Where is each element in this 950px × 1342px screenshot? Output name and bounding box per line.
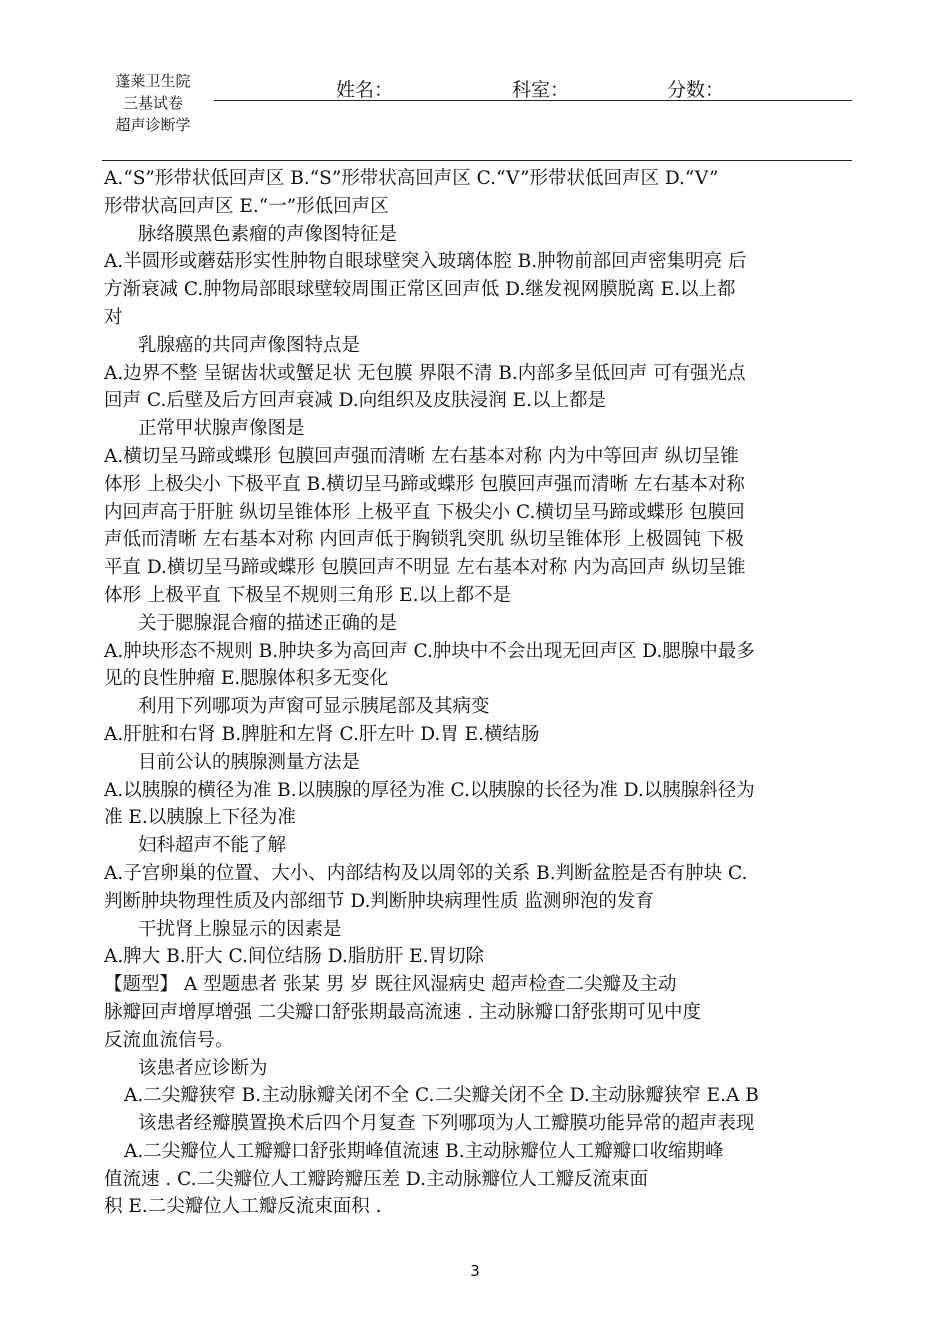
answer-line: A.脾大 B.肝大 C.间位结肠 D.脂肪肝 E.胃切除 — [104, 946, 485, 968]
question-stem: 利用下列哪项为声窗可显示胰尾部及其病变 — [138, 696, 490, 718]
question-stem: 正常甲状腺声像图是 — [138, 418, 305, 440]
answer-line: 内回声高于肝脏 纵切呈锥体形 上极平直 下极尖小 C.横切呈马蹄或蝶形 包膜回 — [104, 501, 745, 523]
question-stem: 目前公认的胰腺测量方法是 — [138, 751, 361, 773]
question-stem: 关于腮腺混合瘤的描述正确的是 — [138, 612, 398, 634]
answer-line: 准 E.以胰腺上下径为准 — [104, 807, 296, 829]
subject-name: 超声诊断学 — [115, 116, 191, 134]
answer-line: 脉瓣回声增厚增强 二尖瓣口舒张期最高流速 . 主动脉瓣口舒张期可见中度 — [104, 1001, 702, 1023]
answer-line: 值流速 . C.二尖瓣位人工瓣跨瓣压差 D.主动脉瓣位人工瓣反流束面 — [104, 1168, 648, 1190]
hospital-header — [96, 70, 210, 136]
answer-line: 对 — [104, 306, 123, 328]
page-number: 3 — [470, 1262, 480, 1280]
answer-line: 回声 C.后壁及后方回声衰减 D.向组织及皮肤浸润 E.以上都是 — [104, 390, 606, 412]
answer-line: 反流血流信号。 — [104, 1029, 234, 1051]
score-label: 分数： — [667, 79, 725, 101]
answer-line: A.二尖瓣狭窄 B.主动脉瓣关闭不全 C.二尖瓣关闭不全 D.主动脉瓣狭窄 E.A B — [124, 1085, 759, 1107]
header-divider — [102, 160, 852, 161]
answer-line: 【题型】 A 型题患者 张某 男 岁 既往风湿病史 超声检查二尖瓣及主动 — [104, 974, 677, 996]
answer-line: A.边界不整 呈锯齿状或蟹足状 无包膜 界限不清 B.内部多呈低回声 可有强光点 — [104, 362, 746, 384]
name-label: 姓名： — [336, 79, 394, 101]
hospital-name: 蓬莱卫生院 — [115, 72, 191, 90]
answer-line: A.半圆形或蘑菇形实性肿物自眼球壁突入玻璃体腔 B.肿物前部回声密集明亮 后 — [104, 251, 747, 273]
question-stem: 脉络膜黑色素瘤的声像图特征是 — [138, 223, 398, 245]
answer-line: 判断肿块物理性质及内部细节 D.判断肿块病理性质 监测卵泡的发育 — [104, 890, 654, 912]
answer-line: 见的良性肿瘤 E.腮腺体积多无变化 — [104, 668, 389, 690]
answer-line: 体形 上极平直 下极呈不规则三角形 E.以上都不是 — [104, 584, 512, 606]
answer-line: 形带状高回声区 E.“一”形低回声区 — [104, 195, 389, 217]
department-label: 科室： — [512, 79, 570, 101]
answer-line: A.子宫卵巢的位置、大小、内部结构及以周邻的关系 B.判断盆腔是否有肿块 C. — [104, 862, 748, 884]
answer-line: A.肿块形态不规则 B.肿块多为高回声 C.肿块中不会出现无回声区 D.腮腺中最多 — [104, 640, 755, 662]
answer-line: 平直 D.横切呈马蹄或蝶形 包膜回声不明显 左右基本对称 内为高回声 纵切呈锥 — [104, 557, 746, 579]
header-underline — [214, 100, 852, 101]
answer-line: 方渐衰减 C.肿物局部眼球壁较周围正常区回声低 D.继发视网膜脱离 E.以上都 — [104, 279, 736, 301]
answer-line: 声低而清晰 左右基本对称 内回声低于胸锁乳突肌 纵切呈锥体形 上极圆钝 下极 — [104, 529, 744, 551]
question-stem: 该患者应诊断为 — [138, 1057, 268, 1079]
answer-line: A.二尖瓣位人工瓣瓣口舒张期峰值流速 B.主动脉瓣位人工瓣瓣口收缩期峰 — [124, 1140, 724, 1162]
question-stem: 干扰肾上腺显示的因素是 — [138, 918, 342, 940]
answer-line: A.以胰腺的横径为准 B.以胰腺的厚径为准 C.以胰腺的长径为准 D.以胰腺斜径为 — [104, 779, 755, 801]
answer-line: 积 E.二尖瓣位人工瓣反流束面积 . — [104, 1196, 382, 1218]
question-stem: 该患者经瓣膜置换术后四个月复查 下列哪项为人工瓣膜功能异常的超声表现 — [138, 1113, 755, 1135]
answer-line: 体形 上极尖小 下极平直 B.横切呈马蹄或蝶形 包膜回声强而清晰 左右基本对称 — [104, 473, 745, 495]
exam-name: 三基试卷 — [122, 94, 183, 112]
exam-body — [104, 165, 864, 1221]
question-stem: 乳腺癌的共同声像图特点是 — [138, 334, 361, 356]
question-stem: 妇科超声不能了解 — [138, 835, 287, 857]
answer-line: A.“S”形带状低回声区 B.“S”形带状高回声区 C.“V”形带状低回声区 D.“V” — [104, 168, 719, 189]
answer-line: A.肝脏和右肾 B.脾脏和左肾 C.肝左叶 D.胃 E.横结肠 — [104, 723, 540, 745]
answer-line: A.横切呈马蹄或蝶形 包膜回声强而清晰 左右基本对称 内为中等回声 纵切呈锥 — [104, 445, 739, 467]
